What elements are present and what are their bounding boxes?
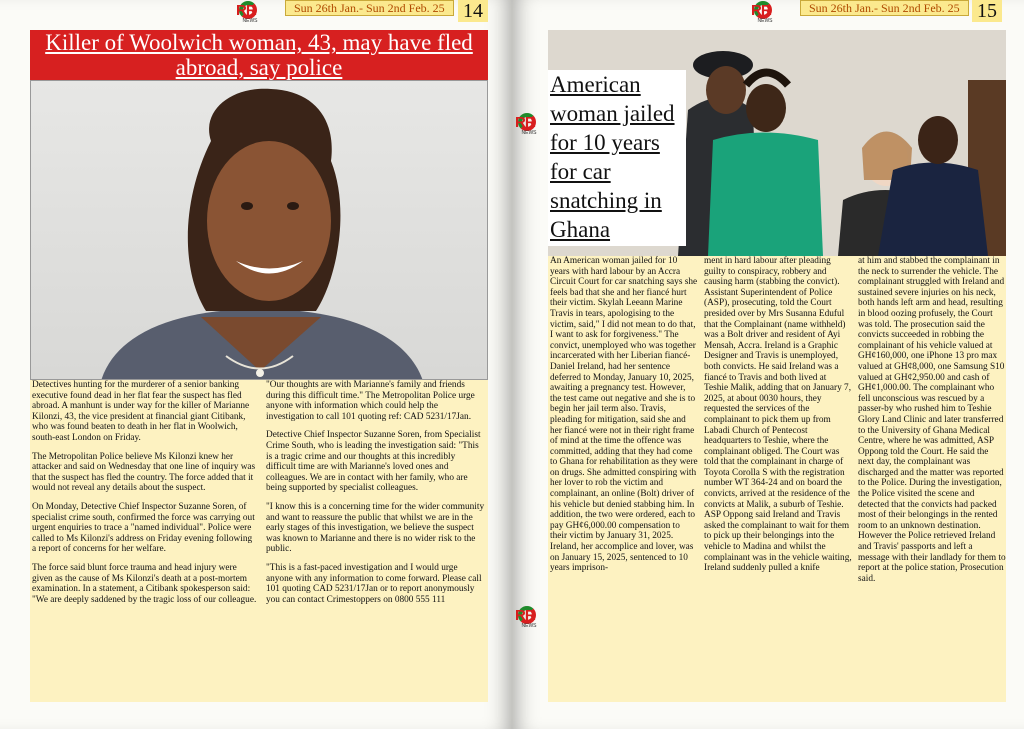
paragraph: Detective Chief Inspector Suzanne Soren, from Specialist Crime South, who is leading the investigation said: "This is a tragic crime and our thoughts at this incredibly difficult time are with Marianne's loved ones and colleagues. We are in contact with her family, who are being supported by specialist colleagues. (266, 430, 481, 494)
page-number: 14 (458, 0, 488, 22)
article-body (548, 256, 1006, 702)
article-headline: Killer of Woolwich woman, 43, may have fled abroad, say police (30, 30, 488, 80)
page-number: 15 (972, 0, 1002, 22)
issue-date: Sun 26th Jan.- Sun 2nd Feb. 25 (285, 0, 454, 16)
rr-news-logo (233, 0, 267, 24)
article-column-1 (550, 256, 698, 574)
article-column-1 (32, 380, 258, 613)
rr-news-logo (512, 112, 546, 136)
paragraph: An American woman jailed for 10 years with hard labour by an Accra Circuit Court for car snatching says she feels bad that she and her fiancé hurt their victim. Skylah Leeann Marine Travis in tears, apologising to the victim, said," I did not mean to do that, I want to ask for forgiveness." The convict, unemployed who was together incarcerated with her Liberian fiancé- Daniel Ireland, had her sentence deferred to Monday, January 10, 2025, awaiting a pregnancy test. However, the test came out negative and she is to begin her jail term also. Travis, pleading for mitigation, said she and her fiancé were not in their right frame of mind at the time the offence was committed, adding that they had come to Ghana for rehabilitation as they were on drugs. She admitted conspiring with her lover to rob the victim and complainant, an online (Bolt) driver of his vehicle but denied stabbing him. In addition, the two were ordered, each to pay GH¢6,000.00 compensation to their victim by January 31, 2025. Ireland, her accomplice and lover, was on January 15, 2025, sentenced to 10 years imprison- (550, 256, 698, 574)
paragraph: ment in hard labour after pleading guilty to conspiracy, robbery and causing harm (stabbing the convict). Assistant Superintendent of Police (ASP), prosecuting, told the Court presided over by Mrs Susanna Eduful that the Complainant (name withheld) was a Bolt driver and resident of Ayi Mensah, Accra. Ireland is a Graphic Designer and Travis is unemployed, both convicts. He said Ireland was a fiancé to Travis and both lived at Teshie Malik, adding that on January 7, 2025, at about 0030 hours, they requested the services of the complainant to pick them up from Labadi Church of Pentecost headquarters to Teshie, where the complainant obliged. The Court was told that the complainant in charge of Toyota Corolla S with the registration number WT 364-24 and on board the convicts, arrived at the residence of the convicts at Malik, a suburb of Teshie. ASP Oppong said Ireland and Travis asked the complainant to wait for them to pick up their belongings into the vehicle to Madina and whilst the complainant was in the vehicle waiting, Ireland suddenly pulled a knife (704, 256, 852, 574)
portrait-photo (30, 80, 488, 380)
logo-tag: NEWS (757, 18, 773, 24)
article-column-2 (704, 256, 852, 574)
paragraph: Detectives hunting for the murderer of a senior banking executive found dead in her flat fear the suspect has fled abroad. A manhunt is under way for the killer of Marianne Kilonzi, 43, the vice president at financial giant Citibank, who was found beaten to death in her flat in Woolwich, south-east London on Friday. (32, 380, 250, 443)
paragraph: "I know this is a concerning time for the wider community and want to reassure the public that whilst we are in the early stages of this investigation, we believe the suspect was known to Marianne and there is no wider risk to the public. (266, 501, 485, 555)
paragraph: at him and stabbed the complainant in the neck to surrender the vehicle. The complainant struggled with Ireland and sustained severe injuries on his neck, both hands left arm and head, resulting in blood oozing profusely, the Court was told. The prosecution said the convicts succeeded in robbing the complainant of his vehicle valued at GH¢160,000, one iPhone 13 pro max valued at GH¢8,000, one Samsung S10 valued at GH¢2,950.00 and cash of GH¢1,000.00. The complainant who fell unconscious was rescued by a passer-by who rushed him to Teshie Glory Land Clinic and later transferred to the University of Ghana Medical Centre, where he was admitted, ASP Oppong told the Court. He said the next day, the complainant was discharged and the matter was reported to the Police. During the investigation, the Police visited the scene and detected that the convicts had packed most of their belongings in the rented room to an unknown destination. However the Police retrieved Ireland and Travis' passports and left a message with their landlady for them to report at the police station, Prosecution said. (858, 256, 1006, 584)
logo-letters: RR (236, 2, 256, 19)
logo-tag: NEWS (521, 623, 537, 629)
paragraph: "Our thoughts are with Marianne's family and friends during this difficult time." The Metropolitan Police urge anyone with information which could help the investigation to call 101 quoting ref: CAD 5231/17Jan. (266, 380, 475, 422)
right-page (512, 0, 1024, 729)
logo-letters: RR (515, 607, 535, 624)
article-body (30, 380, 488, 702)
article-column-2 (266, 380, 486, 613)
paragraph: The Metropolitan Police believe Ms Kilonzi knew her attacker and said on Wednesday that one line of inquiry was that the suspect has fled the country. The force added that it would not reveal any details about the suspect. (32, 451, 256, 494)
logo-letters: RR (751, 2, 771, 19)
logo-letters: RR (515, 114, 535, 131)
logo-tag: NEWS (521, 130, 537, 136)
issue-date: Sun 26th Jan.- Sun 2nd Feb. 25 (800, 0, 969, 16)
paragraph: The force said blunt force trauma and head injury were given as the cause of Ms Kilonzi's death at a post-mortem examination. In a statement, a Citibank spokesperson said: "We are deeply saddened by the tragic loss of our colleague. (32, 562, 257, 605)
paragraph: On Monday, Detective Chief Inspector Suzanne Soren, of specialist crime south, confirmed the force was carrying out urgent enquiries to trace a "named individual". Police were called to Ms Kilonzi's address on Friday evening following a report of concerns for her welfare. (32, 501, 255, 555)
rr-news-logo (512, 605, 546, 629)
logo-tag: NEWS (242, 18, 258, 24)
article-headline: American woman jailed for 10 years for car snatching in Ghana (548, 70, 686, 246)
woman-portrait-illustration (31, 81, 488, 380)
article-column-3 (858, 256, 1006, 584)
rr-news-logo (748, 0, 782, 24)
paragraph: "This is a fast-paced investigation and I would urge anyone with any information to come forward. Please call 101 quoting CAD 5231/17Jan or to report anonymously you can contact Crimestoppers on 0800 555 111 (266, 562, 482, 605)
